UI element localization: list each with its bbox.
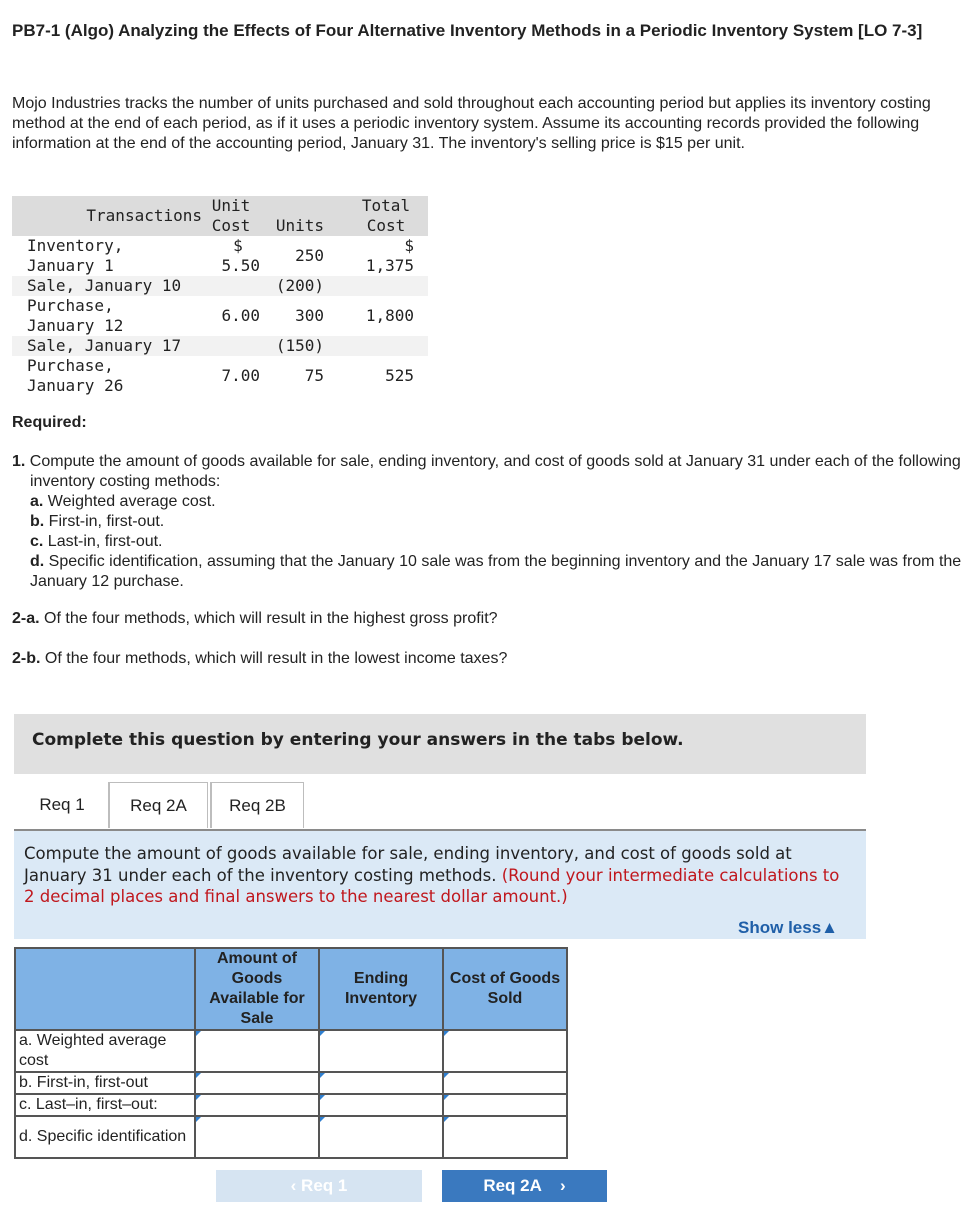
table-row xyxy=(15,1030,567,1072)
table-row xyxy=(15,1072,567,1094)
requirement-1c: c. Last-in, first-out. xyxy=(30,533,163,550)
goods-available-input[interactable] xyxy=(195,1072,319,1094)
ending-inventory-field[interactable] xyxy=(320,1128,442,1147)
prev-req-button[interactable] xyxy=(216,1170,422,1202)
required-list xyxy=(12,452,962,592)
cogs-field[interactable] xyxy=(444,1074,566,1093)
cogs-field[interactable] xyxy=(444,1042,566,1061)
header-cogs: Cost of Goods Sold xyxy=(443,948,567,1030)
goods-available-input[interactable] xyxy=(195,1116,319,1158)
table-row xyxy=(15,1116,567,1158)
transaction-row: Purchase, January 26 7.00 75 525 xyxy=(27,356,414,395)
required-heading: Required: xyxy=(12,414,87,431)
requirement-1d: d. Specific identification, assuming that the January 10 sale was from the beginning inventory and the January 17 sale was from the January 12 purchase. xyxy=(30,553,962,590)
cogs-input[interactable] xyxy=(443,1094,567,1116)
header-transactions: Transactions xyxy=(86,206,202,225)
ending-inventory-field[interactable] xyxy=(320,1096,442,1115)
transactions-header-row xyxy=(12,196,428,236)
answer-grid-header-row xyxy=(15,948,567,1030)
header-total-cost: Total Cost xyxy=(361,196,411,235)
transaction-row: Sale, January 10 (200) xyxy=(12,276,428,296)
transactions-table xyxy=(12,196,428,396)
row-label: d. Specific identification xyxy=(15,1116,195,1158)
transaction-row: Inventory, January 1 $ 5.50 250 $ 1,375 xyxy=(27,236,414,275)
chevron-left-icon: ‹ xyxy=(290,1176,297,1195)
requirement-1b: b. First-in, first-out. xyxy=(30,513,165,530)
header-ending-inventory: Ending Inventory xyxy=(319,948,443,1030)
requirement-2b: 2-b. Of the four methods, which will result in the lowest income taxes? xyxy=(12,650,508,667)
answer-grid xyxy=(14,947,568,1159)
transaction-row: Purchase, January 12 6.00 300 1,800 xyxy=(27,296,414,335)
cogs-input[interactable] xyxy=(443,1116,567,1158)
tab-req-2a[interactable]: Req 2A xyxy=(108,782,208,828)
cogs-field[interactable] xyxy=(444,1128,566,1147)
row-label: c. Last–in, first–out: xyxy=(15,1094,195,1116)
row-label: b. First-in, first-out xyxy=(15,1072,195,1094)
next-req-button[interactable] xyxy=(442,1170,607,1202)
next-req-label: Req 2A xyxy=(483,1176,542,1195)
chevron-right-icon: › xyxy=(560,1176,566,1195)
instruction-text: Compute the amount of goods available for sale, ending inventory, and cost of goods sold at January 31 under each of the inventory costing methods. (Round your intermediate calculations to 2 decimal places and final answers to the nearest dollar amount.) xyxy=(24,844,840,906)
cogs-input[interactable] xyxy=(443,1072,567,1094)
requirement-2a: 2-a. Of the four methods, which will result in the highest gross profit? xyxy=(12,610,498,627)
requirement-1a: a. Weighted average cost. xyxy=(30,493,216,510)
header-goods-available: Amount of Goods Available for Sale xyxy=(195,948,319,1030)
ending-inventory-input[interactable] xyxy=(319,1116,443,1158)
row-label: a. Weighted average cost xyxy=(15,1030,195,1072)
instruction-panel xyxy=(14,831,866,939)
header-units: Units xyxy=(275,216,324,235)
ending-inventory-input[interactable] xyxy=(319,1030,443,1072)
rounding-note: (Round your intermediate calculations to 2 decimal places and final answers to the nearest dollar amount.) xyxy=(24,865,840,906)
goods-available-input[interactable] xyxy=(195,1094,319,1116)
goods-available-input[interactable] xyxy=(195,1030,319,1072)
cogs-field[interactable] xyxy=(444,1096,566,1115)
table-row xyxy=(15,1094,567,1116)
ending-inventory-input[interactable] xyxy=(319,1072,443,1094)
ending-inventory-field[interactable] xyxy=(320,1074,442,1093)
goods-available-field[interactable] xyxy=(196,1128,318,1147)
tab-req-2b[interactable]: Req 2B xyxy=(210,782,304,828)
problem-intro: Mojo Industries tracks the number of units purchased and sold throughout each accounting period but applies its inventory costing method at the end of each period, as if it uses a periodic inventory system. Assume its accounting records provided the following information at the end of the accounting period, January 31. The inventory's selling price is $15 per unit. xyxy=(12,95,931,152)
goods-available-field[interactable] xyxy=(196,1042,318,1061)
header-unit-cost: Unit Cost xyxy=(211,196,251,235)
goods-available-field[interactable] xyxy=(196,1074,318,1093)
instructions-banner xyxy=(14,714,866,774)
tab-req-1[interactable]: Req 1 xyxy=(16,782,108,828)
ending-inventory-input[interactable] xyxy=(319,1094,443,1116)
prev-req-label: Req 1 xyxy=(301,1176,348,1195)
cogs-input[interactable] xyxy=(443,1030,567,1072)
answer-grid-corner xyxy=(15,948,195,1030)
goods-available-field[interactable] xyxy=(196,1096,318,1115)
show-less-link[interactable]: Show less▲ xyxy=(738,918,838,937)
transaction-row: Sale, January 17 (150) xyxy=(12,336,428,356)
problem-title: PB7-1 (Algo) Analyzing the Effects of Four Alternative Inventory Methods in a Periodic Inventory System [LO 7-3] xyxy=(12,21,923,40)
ending-inventory-field[interactable] xyxy=(320,1042,442,1061)
requirement-1: 1. Compute the amount of goods available for sale, ending inventory, and cost of goods sold at January 31 under each of the following inventory costing methods: xyxy=(12,453,961,490)
banner-text: Complete this question by entering your answers in the tabs below. xyxy=(32,730,684,750)
